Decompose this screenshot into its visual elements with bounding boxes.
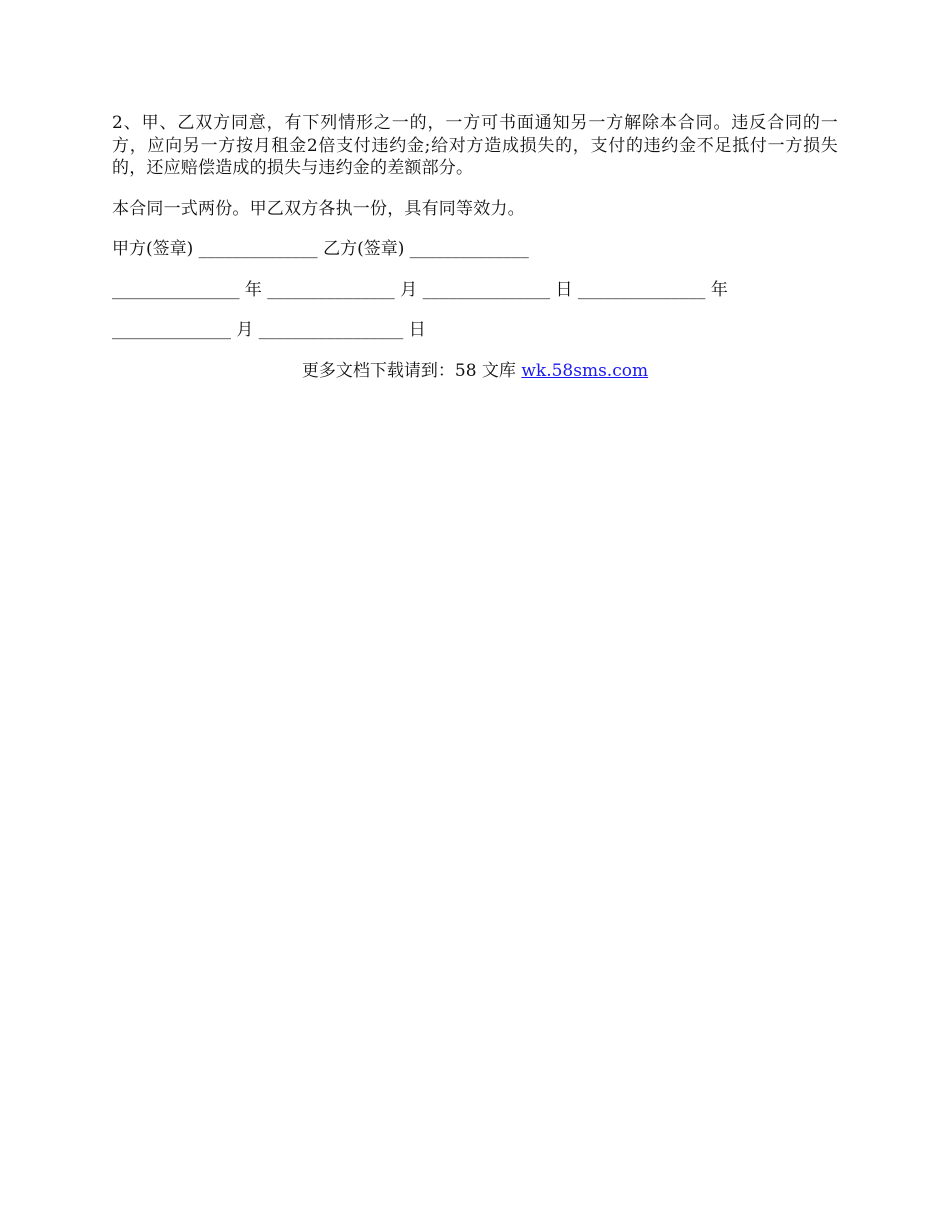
copies-clause-paragraph: 本合同一式两份。甲乙双方各执一份，具有同等效力。 bbox=[112, 198, 525, 219]
date-line-1: _______________ 年 _______________ 月 _______________ 日 _______________ 年 bbox=[112, 279, 728, 300]
signature-line: 甲方(签章) ______________ 乙方(签章) ______________ bbox=[112, 239, 529, 259]
clause-2-paragraph: 2、甲、乙双方同意，有下列情形之一的，一方可书面通知另一方解除本合同。违反合同的一方，应向另一方按月租金2倍支付违约金;给对方造成损失的，支付的违约金不足抵付一方损失的，还应赔偿造成的损失与违约金的差额部分。 bbox=[112, 113, 838, 178]
footer-site-link[interactable]: wk.58sms.com bbox=[521, 360, 649, 381]
download-footer bbox=[112, 360, 838, 383]
footer-prefix-text: 更多文档下载请到：58 文库 bbox=[301, 360, 522, 381]
date-line-2: ______________ 月 _________________ 日 bbox=[112, 320, 426, 340]
document-page bbox=[112, 112, 838, 382]
